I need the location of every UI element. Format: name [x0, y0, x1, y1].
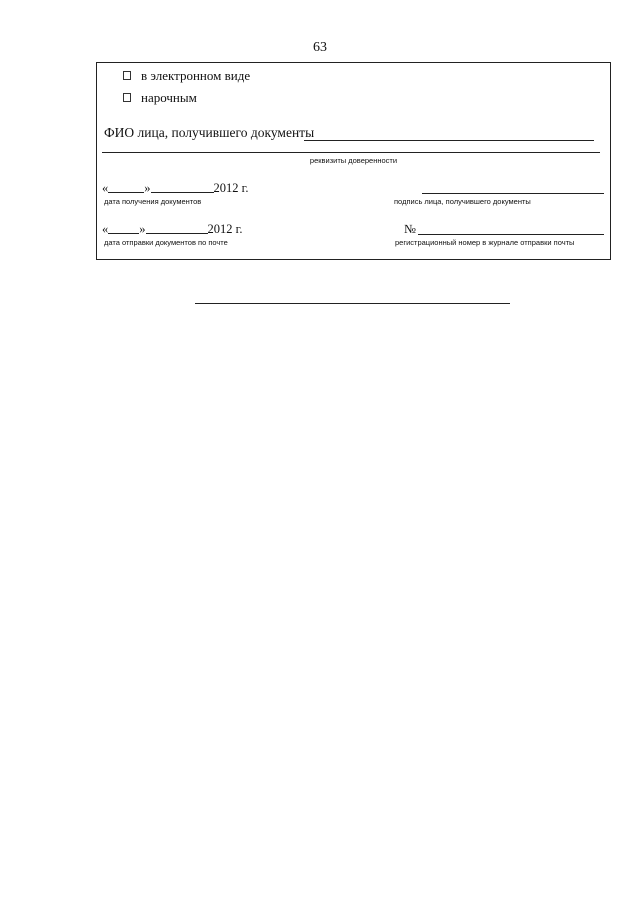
sent-date-row [102, 222, 242, 237]
sent-month-blank[interactable] [146, 223, 208, 234]
sent-day-blank[interactable] [108, 223, 139, 234]
received-year: 2012 г. [213, 181, 249, 195]
proxy-caption: реквизиты доверенности [309, 156, 398, 165]
option-electronic-label: в электронном виде [141, 68, 251, 83]
sent-open-quote: « [102, 222, 109, 236]
end-divider-line [195, 303, 510, 304]
receipt-form [96, 62, 611, 260]
signature-caption: подпись лица, получившего документы [394, 197, 531, 206]
sent-close-quote: » [139, 222, 146, 236]
fio-label: ФИО лица, получившего документы [104, 125, 315, 140]
registration-number-line[interactable] [418, 234, 604, 235]
proxy-details-line[interactable] [102, 152, 600, 153]
sent-year: 2012 г. [207, 222, 243, 236]
checkbox-electronic[interactable] [123, 71, 131, 80]
option-courier-label: нарочным [141, 90, 197, 105]
registration-caption: регистрационный номер в журнале отправки почты [395, 238, 575, 247]
fio-input-line[interactable] [304, 140, 594, 141]
received-month-blank[interactable] [151, 182, 214, 193]
checkbox-courier[interactable] [123, 93, 131, 102]
received-day-blank[interactable] [108, 182, 144, 193]
sent-date-caption: дата отправки документов по почте [104, 238, 228, 247]
received-date-row [102, 181, 248, 196]
signature-line[interactable] [422, 193, 604, 194]
option-electronic[interactable] [123, 68, 250, 84]
received-date-caption: дата получения документов [104, 197, 202, 206]
number-sign: № [404, 222, 416, 236]
option-courier[interactable] [123, 90, 197, 106]
received-close-quote: » [144, 181, 151, 195]
received-open-quote: « [102, 181, 109, 195]
page-number: 63 [313, 40, 327, 55]
